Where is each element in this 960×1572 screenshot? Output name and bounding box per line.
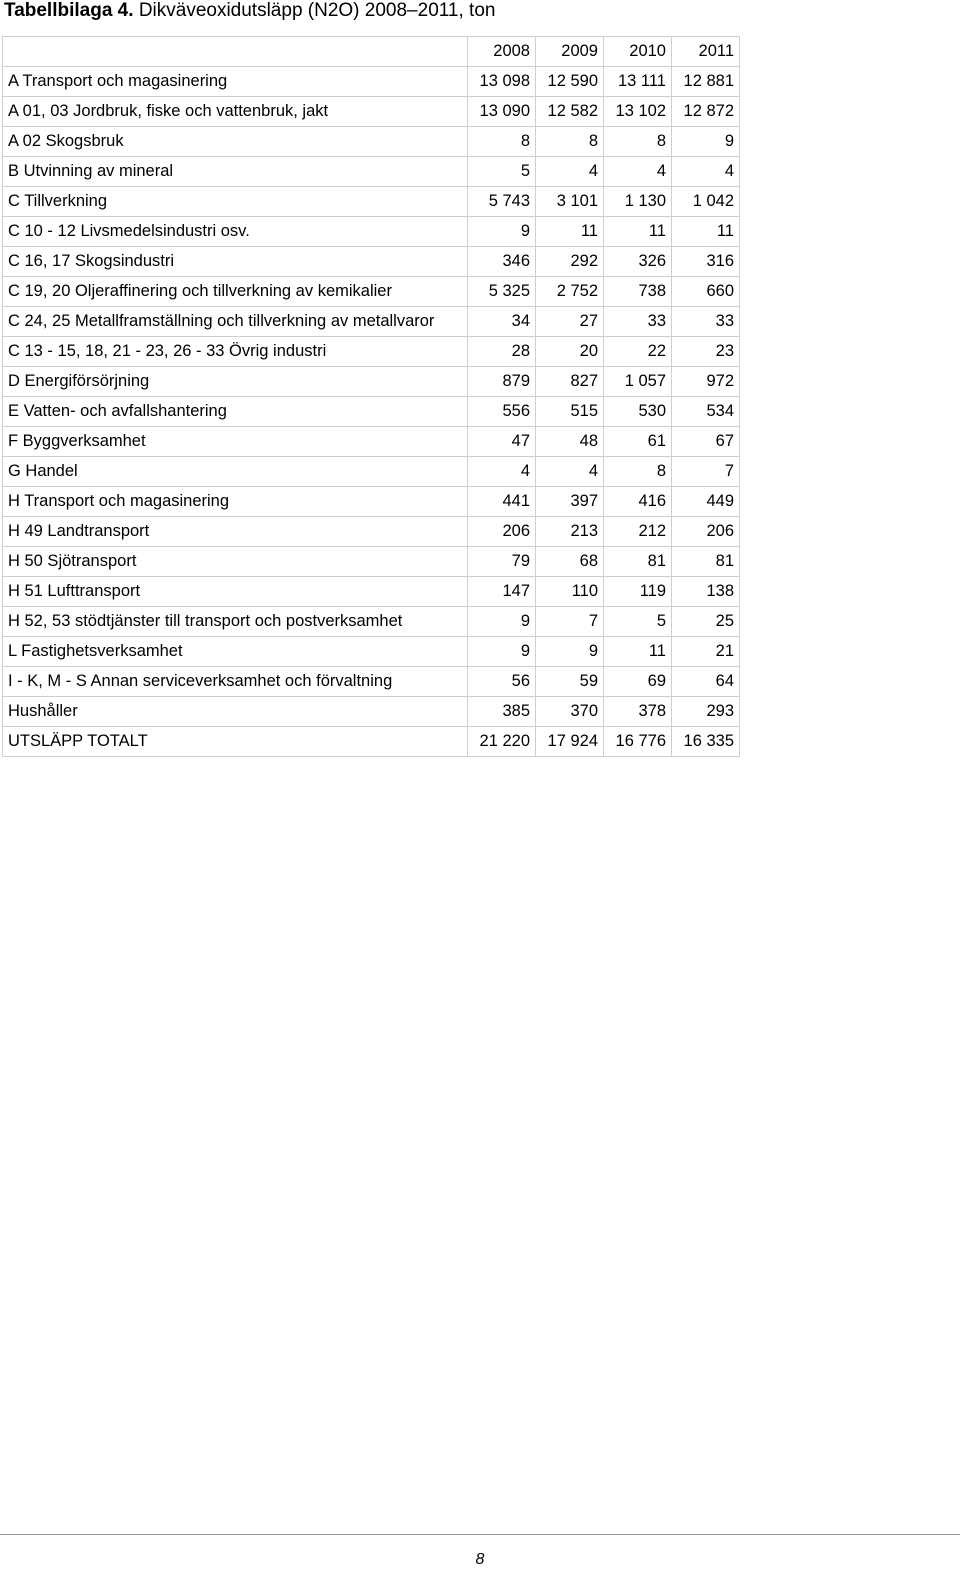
value-cell: 59 (536, 667, 604, 697)
row-label: H 49 Landtransport (3, 517, 468, 547)
value-cell: 8 (468, 127, 536, 157)
value-cell: 293 (672, 697, 740, 727)
value-cell: 8 (604, 457, 672, 487)
table-header-row (3, 37, 740, 67)
value-cell: 213 (536, 517, 604, 547)
value-cell: 4 (604, 157, 672, 187)
value-cell: 1 042 (672, 187, 740, 217)
value-cell: 326 (604, 247, 672, 277)
header-label-cell (3, 37, 468, 67)
value-cell: 23 (672, 337, 740, 367)
table-row (3, 607, 740, 637)
row-label: H 51 Lufttransport (3, 577, 468, 607)
value-cell: 17 924 (536, 727, 604, 757)
table-row (3, 667, 740, 697)
row-label: H 52, 53 stödtjänster till transport och postverksamhet (3, 607, 468, 637)
table-row (3, 67, 740, 97)
row-label: B Utvinning av mineral (3, 157, 468, 187)
value-cell: 138 (672, 577, 740, 607)
value-cell: 385 (468, 697, 536, 727)
row-label: C 24, 25 Metallframställning och tillverkning av metallvaror (3, 307, 468, 337)
header-year-2011: 2011 (672, 37, 740, 67)
row-label: C 16, 17 Skogsindustri (3, 247, 468, 277)
value-cell: 69 (604, 667, 672, 697)
row-label: E Vatten- och avfallshantering (3, 397, 468, 427)
value-cell: 25 (672, 607, 740, 637)
value-cell: 9 (536, 637, 604, 667)
value-cell: 12 582 (536, 97, 604, 127)
value-cell: 11 (672, 217, 740, 247)
value-cell: 534 (672, 397, 740, 427)
value-cell: 370 (536, 697, 604, 727)
table-row (3, 397, 740, 427)
page-title (4, 0, 495, 24)
value-cell: 316 (672, 247, 740, 277)
value-cell: 8 (604, 127, 672, 157)
value-cell: 5 (468, 157, 536, 187)
row-label: UTSLÄPP TOTALT (3, 727, 468, 757)
value-cell: 8 (536, 127, 604, 157)
row-label: A Transport och magasinering (3, 67, 468, 97)
table-row (3, 367, 740, 397)
value-cell: 416 (604, 487, 672, 517)
table-row (3, 217, 740, 247)
header-year-2010: 2010 (604, 37, 672, 67)
table-row (3, 637, 740, 667)
value-cell: 9 (468, 637, 536, 667)
value-cell: 4 (672, 157, 740, 187)
value-cell: 9 (468, 607, 536, 637)
value-cell: 79 (468, 547, 536, 577)
value-cell: 81 (672, 547, 740, 577)
value-cell: 827 (536, 367, 604, 397)
value-cell: 27 (536, 307, 604, 337)
value-cell: 12 872 (672, 97, 740, 127)
value-cell: 68 (536, 547, 604, 577)
table-row (3, 517, 740, 547)
header-year-2009: 2009 (536, 37, 604, 67)
value-cell: 530 (604, 397, 672, 427)
value-cell: 9 (672, 127, 740, 157)
value-cell: 4 (536, 157, 604, 187)
value-cell: 119 (604, 577, 672, 607)
value-cell: 5 743 (468, 187, 536, 217)
value-cell: 47 (468, 427, 536, 457)
value-cell: 64 (672, 667, 740, 697)
value-cell: 11 (536, 217, 604, 247)
footer-divider (0, 1534, 960, 1535)
value-cell: 13 111 (604, 67, 672, 97)
table-row (3, 337, 740, 367)
page-number: 8 (475, 1551, 485, 1568)
value-cell: 21 (672, 637, 740, 667)
value-cell: 12 590 (536, 67, 604, 97)
value-cell: 4 (468, 457, 536, 487)
value-cell: 67 (672, 427, 740, 457)
value-cell: 397 (536, 487, 604, 517)
value-cell: 16 776 (604, 727, 672, 757)
value-cell: 81 (604, 547, 672, 577)
table-row (3, 187, 740, 217)
value-cell: 1 057 (604, 367, 672, 397)
table-row (3, 487, 740, 517)
value-cell: 56 (468, 667, 536, 697)
row-label: L Fastighetsverksamhet (3, 637, 468, 667)
table-row (3, 727, 740, 757)
row-label: C 19, 20 Oljeraffinering och tillverkning av kemikalier (3, 277, 468, 307)
value-cell: 212 (604, 517, 672, 547)
value-cell: 2 752 (536, 277, 604, 307)
table-row (3, 307, 740, 337)
table-row (3, 427, 740, 457)
value-cell: 1 130 (604, 187, 672, 217)
value-cell: 738 (604, 277, 672, 307)
value-cell: 515 (536, 397, 604, 427)
row-label: F Byggverksamhet (3, 427, 468, 457)
value-cell: 11 (604, 637, 672, 667)
table-row (3, 127, 740, 157)
table-row (3, 547, 740, 577)
row-label: A 02 Skogsbruk (3, 127, 468, 157)
table-row (3, 457, 740, 487)
value-cell: 556 (468, 397, 536, 427)
row-label: C Tillverkning (3, 187, 468, 217)
value-cell: 33 (672, 307, 740, 337)
header-year-2008: 2008 (468, 37, 536, 67)
value-cell: 7 (536, 607, 604, 637)
table-row (3, 97, 740, 127)
value-cell: 48 (536, 427, 604, 457)
value-cell: 5 325 (468, 277, 536, 307)
table-body (3, 67, 740, 757)
value-cell: 147 (468, 577, 536, 607)
row-label: I - K, M - S Annan serviceverksamhet och förvaltning (3, 667, 468, 697)
title-prefix: Tabellbilaga 4. (4, 0, 134, 21)
value-cell: 12 881 (672, 67, 740, 97)
table-row (3, 697, 740, 727)
table-row (3, 157, 740, 187)
value-cell: 346 (468, 247, 536, 277)
value-cell: 378 (604, 697, 672, 727)
value-cell: 28 (468, 337, 536, 367)
value-cell: 4 (536, 457, 604, 487)
value-cell: 16 335 (672, 727, 740, 757)
value-cell: 13 090 (468, 97, 536, 127)
value-cell: 879 (468, 367, 536, 397)
row-label: Hushåller (3, 697, 468, 727)
table-row (3, 277, 740, 307)
title-text: Dikväveoxidutsläpp (N2O) 2008–2011, ton (138, 0, 496, 21)
row-label: G Handel (3, 457, 468, 487)
value-cell: 110 (536, 577, 604, 607)
value-cell: 660 (672, 277, 740, 307)
value-cell: 206 (468, 517, 536, 547)
value-cell: 33 (604, 307, 672, 337)
row-label: C 10 - 12 Livsmedelsindustri osv. (3, 217, 468, 247)
value-cell: 21 220 (468, 727, 536, 757)
row-label: D Energiförsörjning (3, 367, 468, 397)
value-cell: 13 102 (604, 97, 672, 127)
value-cell: 34 (468, 307, 536, 337)
value-cell: 972 (672, 367, 740, 397)
value-cell: 5 (604, 607, 672, 637)
value-cell: 449 (672, 487, 740, 517)
value-cell: 9 (468, 217, 536, 247)
value-cell: 20 (536, 337, 604, 367)
value-cell: 206 (672, 517, 740, 547)
row-label: H 50 Sjötransport (3, 547, 468, 577)
row-label: H Transport och magasinering (3, 487, 468, 517)
value-cell: 7 (672, 457, 740, 487)
value-cell: 61 (604, 427, 672, 457)
value-cell: 22 (604, 337, 672, 367)
value-cell: 11 (604, 217, 672, 247)
value-cell: 13 098 (468, 67, 536, 97)
row-label: C 13 - 15, 18, 21 - 23, 26 - 33 Övrig industri (3, 337, 468, 367)
row-label: A 01, 03 Jordbruk, fiske och vattenbruk, jakt (3, 97, 468, 127)
value-cell: 441 (468, 487, 536, 517)
value-cell: 292 (536, 247, 604, 277)
table-row (3, 577, 740, 607)
emissions-table (2, 36, 740, 757)
value-cell: 3 101 (536, 187, 604, 217)
table-row (3, 247, 740, 277)
